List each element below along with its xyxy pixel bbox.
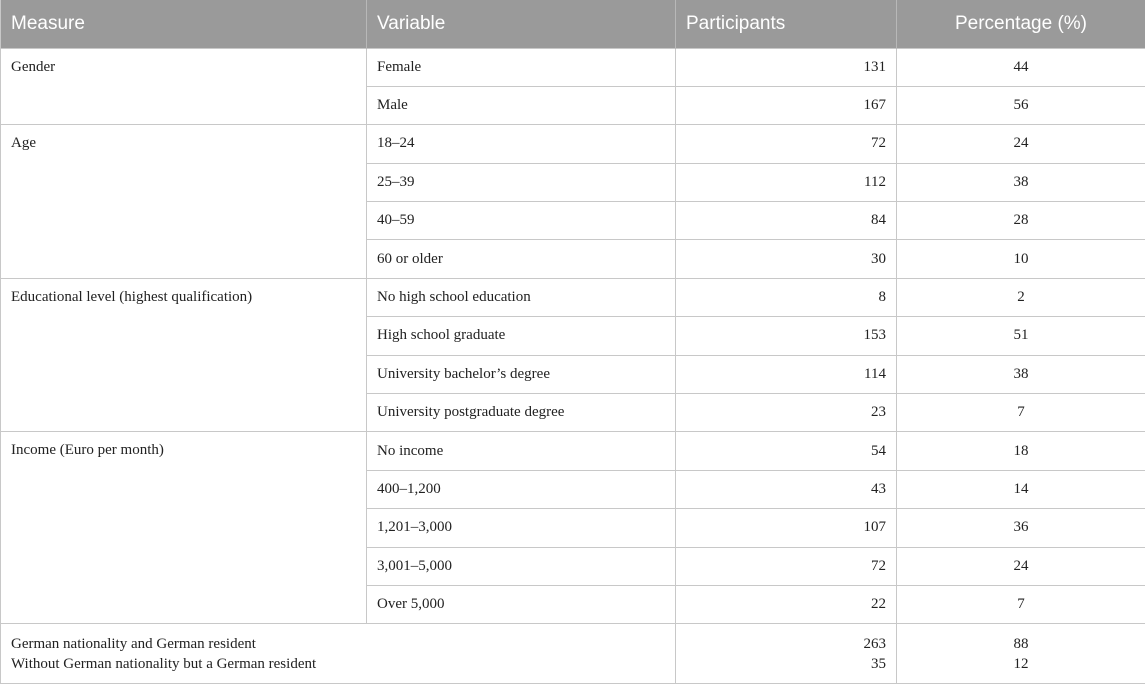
variable-cell: 18–24 bbox=[367, 125, 676, 163]
percentage-value: 88 bbox=[1013, 635, 1029, 652]
header-measure: Measure bbox=[1, 0, 367, 48]
variable-cell: High school graduate bbox=[367, 317, 676, 355]
table-row bbox=[1, 432, 1145, 470]
percentage-cell: 28 bbox=[897, 202, 1145, 240]
measure-gender: Gender bbox=[1, 48, 367, 125]
variable-cell: No high school education bbox=[367, 278, 676, 316]
percentage-cell: 24 bbox=[897, 125, 1145, 163]
table-row bbox=[1, 125, 1145, 163]
percentage-value: 12 bbox=[1013, 655, 1029, 672]
participants-value: 35 bbox=[871, 655, 886, 672]
participants-cell: 8 bbox=[676, 278, 897, 316]
participants-cell: 107 bbox=[676, 509, 897, 547]
percentage-cell: 44 bbox=[897, 48, 1145, 86]
header-row bbox=[1, 0, 1145, 48]
variable-cell: 1,201–3,000 bbox=[367, 509, 676, 547]
variable-cell: Over 5,000 bbox=[367, 585, 676, 623]
participants-cell: 112 bbox=[676, 163, 897, 201]
percentage-cell: 51 bbox=[897, 317, 1145, 355]
participants-cell: 54 bbox=[676, 432, 897, 470]
variable-cell: University bachelor’s degree bbox=[367, 355, 676, 393]
variable-cell: 40–59 bbox=[367, 202, 676, 240]
variable-cell: Female bbox=[367, 48, 676, 86]
nationality-percentages bbox=[897, 624, 1145, 684]
header-participants: Participants bbox=[676, 0, 897, 48]
participants-cell: 22 bbox=[676, 585, 897, 623]
participants-cell: 114 bbox=[676, 355, 897, 393]
nationality-label: German nationality and German resident bbox=[11, 635, 256, 652]
percentage-cell: 24 bbox=[897, 547, 1145, 585]
header-percentage: Percentage (%) bbox=[897, 0, 1145, 48]
participants-cell: 30 bbox=[676, 240, 897, 278]
nationality-labels bbox=[1, 624, 676, 684]
participants-cell: 23 bbox=[676, 394, 897, 432]
percentage-cell: 18 bbox=[897, 432, 1145, 470]
nationality-participants bbox=[676, 624, 897, 684]
table-row bbox=[1, 278, 1145, 316]
percentage-cell: 7 bbox=[897, 394, 1145, 432]
variable-cell: No income bbox=[367, 432, 676, 470]
variable-cell: Male bbox=[367, 86, 676, 124]
participants-cell: 153 bbox=[676, 317, 897, 355]
percentage-cell: 14 bbox=[897, 470, 1145, 508]
variable-cell: 3,001–5,000 bbox=[367, 547, 676, 585]
nationality-row bbox=[1, 624, 1145, 684]
measure-age: Age bbox=[1, 125, 367, 279]
participants-cell: 72 bbox=[676, 125, 897, 163]
percentage-cell: 56 bbox=[897, 86, 1145, 124]
participants-cell: 72 bbox=[676, 547, 897, 585]
variable-cell: 60 or older bbox=[367, 240, 676, 278]
percentage-cell: 36 bbox=[897, 509, 1145, 547]
table-row bbox=[1, 48, 1145, 86]
variable-cell: University postgraduate degree bbox=[367, 394, 676, 432]
nationality-label: Without German nationality but a German resident bbox=[11, 655, 317, 672]
percentage-cell: 7 bbox=[897, 585, 1145, 623]
measure-education: Educational level (highest qualification) bbox=[1, 278, 367, 432]
percentage-cell: 38 bbox=[897, 355, 1145, 393]
header-variable: Variable bbox=[367, 0, 676, 48]
measure-income: Income (Euro per month) bbox=[1, 432, 367, 624]
participants-cell: 43 bbox=[676, 470, 897, 508]
percentage-cell: 2 bbox=[897, 278, 1145, 316]
variable-cell: 25–39 bbox=[367, 163, 676, 201]
percentage-cell: 38 bbox=[897, 163, 1145, 201]
participants-cell: 84 bbox=[676, 202, 897, 240]
participants-cell: 167 bbox=[676, 86, 897, 124]
variable-cell: 400–1,200 bbox=[367, 470, 676, 508]
participants-value: 263 bbox=[863, 635, 886, 652]
participants-cell: 131 bbox=[676, 48, 897, 86]
percentage-cell: 10 bbox=[897, 240, 1145, 278]
